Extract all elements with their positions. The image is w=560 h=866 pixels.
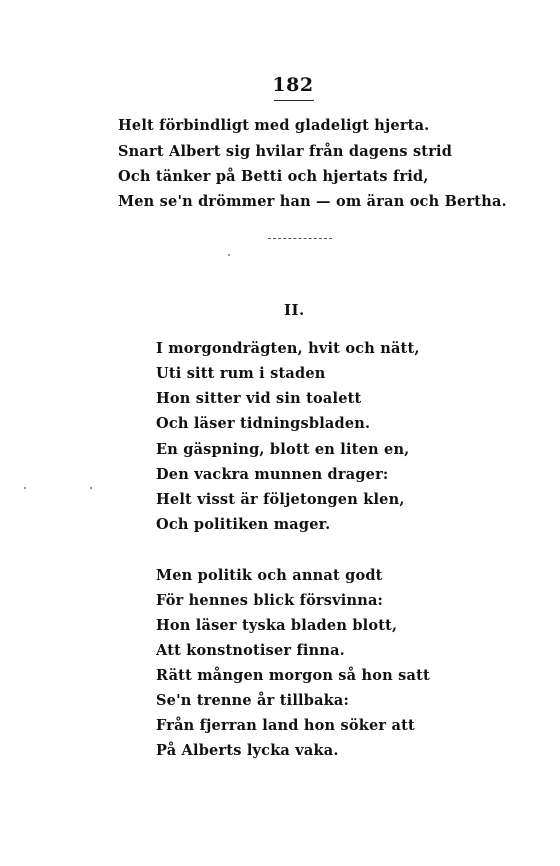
poem-line: Och politiken mager. (156, 516, 331, 533)
poem-line: Se'n trenne år tillbaka: (156, 692, 350, 709)
section-title: II. (284, 301, 305, 319)
poem-line: Snart Albert sig hvilar från dagens strid (118, 143, 453, 160)
poem-line: Och läser tidningsbladen. (156, 415, 371, 432)
poem-line: För hennes blick försvinna: (156, 592, 384, 609)
poem-line: Från fjerran land hon söker att (156, 717, 415, 734)
page-number: 182 (272, 74, 314, 96)
poem-line: Helt visst är följetongen klen, (156, 491, 405, 508)
poem-line: Hon sitter vid sin toalett (156, 390, 362, 407)
scan-speck (90, 487, 92, 489)
poem-line: Men se'n drömmer han — om äran och Bertha. (118, 193, 507, 210)
poem-line: Att konstnotiser finna. (156, 642, 345, 659)
poem-line: Helt förbindligt med gladeligt hjerta. (118, 117, 430, 134)
poem-line: Rätt mången morgon så hon satt (156, 667, 430, 684)
scan-speck (228, 254, 230, 256)
poem-line: I morgondrägten, hvit och nätt, (156, 340, 420, 357)
poem-line: Den vackra munnen drager: (156, 466, 389, 483)
scan-speck (24, 487, 26, 489)
poem-line: Uti sitt rum i staden (156, 365, 326, 382)
poem-line: Hon läser tyska bladen blott, (156, 617, 398, 634)
poem-line: Och tänker på Betti och hjertats frid, (118, 168, 429, 185)
poem-line: Men politik och annat godt (156, 567, 383, 584)
section-divider (268, 238, 332, 239)
poem-line: På Alberts lycka vaka. (156, 742, 339, 759)
poem-line: En gäspning, blott en liten en, (156, 441, 410, 458)
page-number-underline (274, 100, 314, 101)
